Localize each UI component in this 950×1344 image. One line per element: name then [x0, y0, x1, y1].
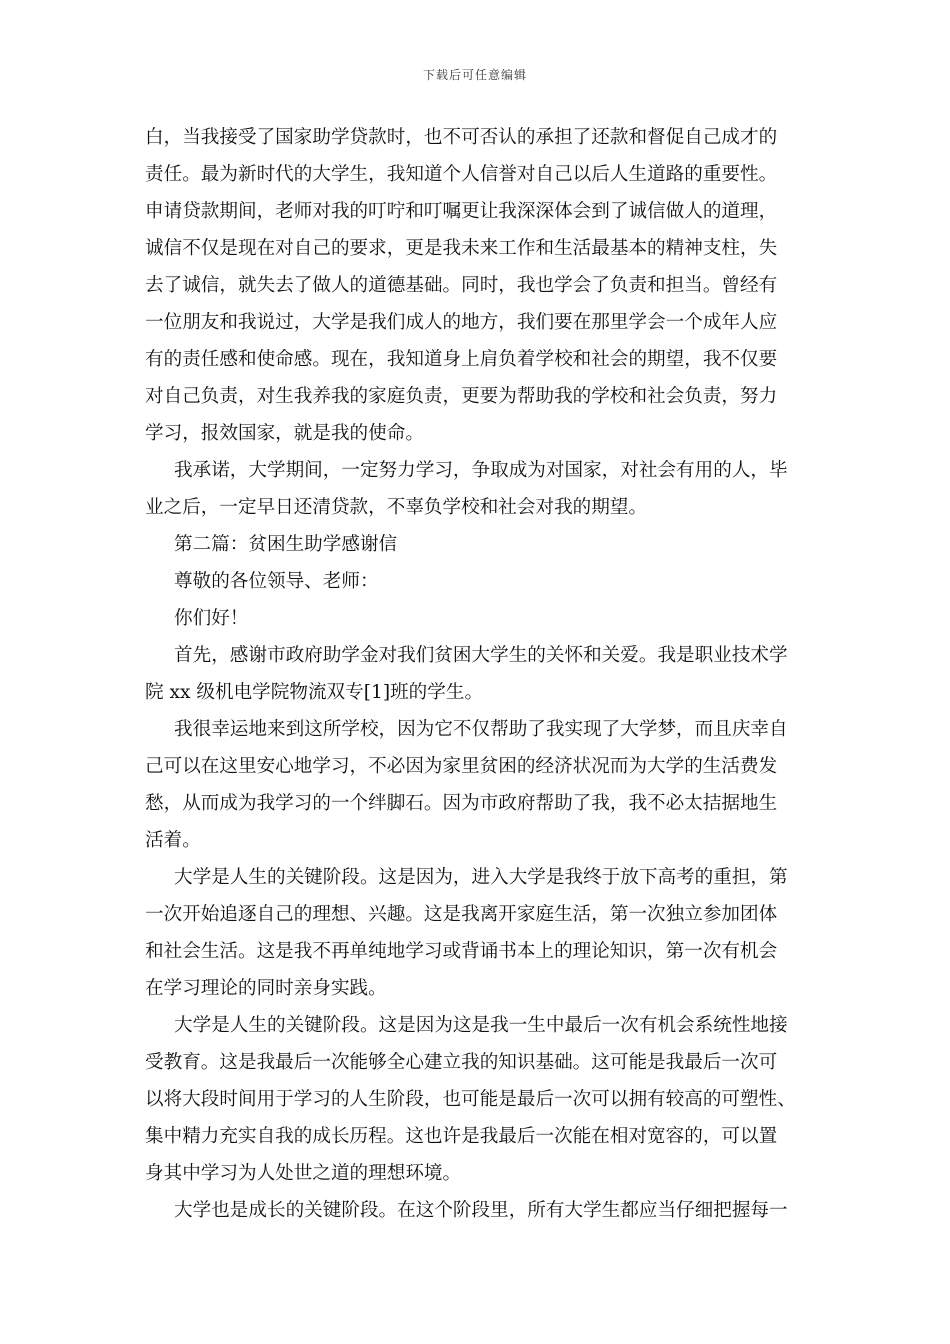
text-line: 学习，报效国家，就是我的使命。 — [145, 423, 424, 444]
text-line: 以将大段时间用于学习的人生阶段，也可能是最后一次可以拥有较高的可塑性、 — [145, 1089, 796, 1110]
text-line: 白，当我接受了国家助学贷款时，也不可否认的承担了还款和督促自己成才的 — [145, 127, 778, 148]
text-line: 尊敬的各位领导、老师： — [174, 571, 379, 592]
text-line: 责任。最为新时代的大学生，我知道个人信誉对自己以后人生道路的重要性。 — [145, 164, 778, 185]
text-line: 一次开始追逐自己的理想、兴趣。这是我离开家庭生活，第一次独立参加团体 — [145, 904, 778, 925]
text-line: 院 xx 级机电学院物流双专[1]班的学生。 — [145, 682, 484, 703]
text-line: 受教育。这是我最后一次能够全心建立我的知识基础。这可能是我最后一次可 — [145, 1052, 778, 1073]
text-line: 身其中学习为人处世之道的理想环境。 — [145, 1163, 462, 1184]
text-line: 愁，从而成为我学习的一个绊脚石。因为市政府帮助了我，我不必太拮据地生 — [145, 793, 778, 814]
document-body — [145, 119, 807, 1229]
text-line: 去了诚信，就失去了做人的道德基础。同时，我也学会了负责和担当。曾经有 — [145, 275, 778, 296]
text-line: 大学是人生的关键阶段。这是因为，进入大学是我终于放下高考的重担，第 — [174, 867, 788, 888]
text-line: 己可以在这里安心地学习，不必因为家里贫困的经济状况而为大学的生活费发 — [145, 756, 778, 777]
text-line: 有的责任感和使命感。现在，我知道身上肩负着学校和社会的期望，我不仅要 — [145, 349, 778, 370]
text-line: 业之后，一定早日还清贷款，不辜负学校和社会对我的期望。 — [145, 497, 648, 518]
text-line: 诚信不仅是现在对自己的要求，更是我未来工作和生活最基本的精神支柱，失 — [145, 238, 778, 259]
text-line: 申请贷款期间，老师对我的叮咛和叮嘱更让我深深体会到了诚信做人的道理， — [145, 201, 778, 222]
text-line: 你们好！ — [174, 608, 249, 629]
text-line: 在学习理论的同时亲身实践。 — [145, 978, 387, 999]
page-header: 下载后可任意编辑 — [422, 68, 527, 82]
text-line: 和社会生活。这是我不再单纯地学习或背诵书本上的理论知识，第一次有机会 — [145, 941, 778, 962]
text-line: 大学也是成长的关键阶段。在这个阶段里，所有大学生都应当仔细把握每一 — [174, 1200, 788, 1221]
text-line: 对自己负责，对生我养我的家庭负责，更要为帮助我的学校和社会负责，努力 — [145, 386, 778, 407]
text-line: 一位朋友和我说过，大学是我们成人的地方，我们要在那里学会一个成年人应 — [145, 312, 778, 333]
text-line: 首先，感谢市政府助学金对我们贫困大学生的关怀和关爱。我是职业技术学 — [174, 645, 788, 666]
text-line: 我承诺，大学期间，一定努力学习，争取成为对国家，对社会有用的人，毕 — [174, 460, 788, 481]
text-line: 我很幸运地来到这所学校，因为它不仅帮助了我实现了大学梦，而且庆幸自 — [174, 719, 788, 740]
text-line: 第二篇：贫困生助学感谢信 — [174, 534, 398, 555]
text-line: 集中精力充实自我的成长历程。这也许是我最后一次能在相对宽容的，可以置 — [145, 1126, 778, 1147]
text-line: 大学是人生的关键阶段。这是因为这是我一生中最后一次有机会系统性地接 — [174, 1015, 788, 1036]
text-line: 活着。 — [145, 830, 201, 851]
